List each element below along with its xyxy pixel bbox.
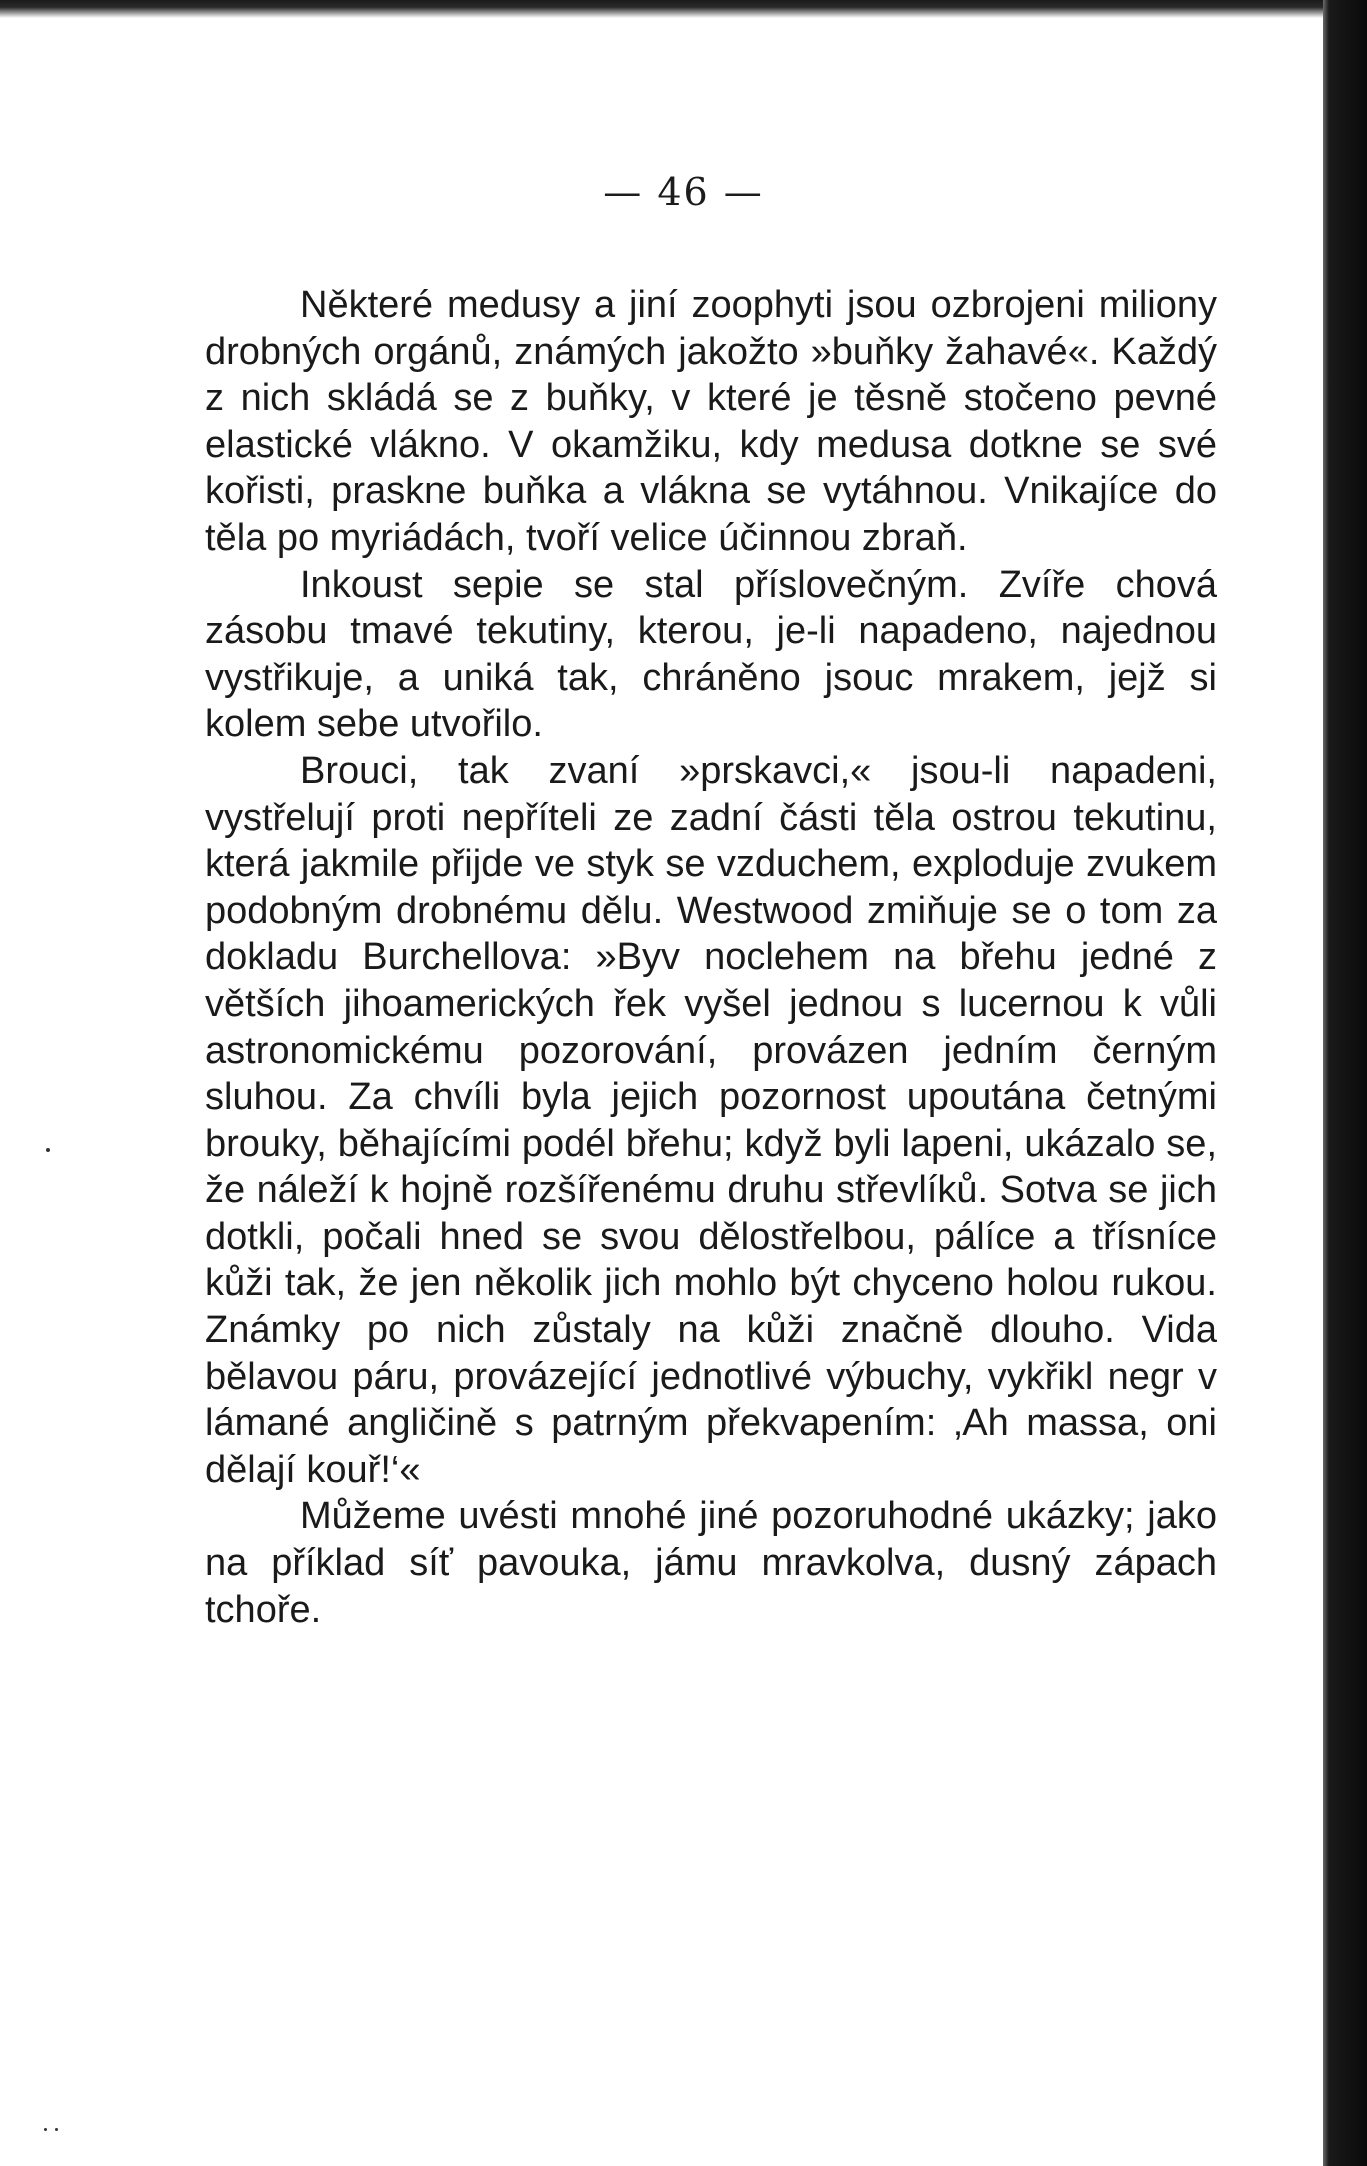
scan-speck — [55, 2128, 58, 2131]
scan-speck — [46, 1148, 50, 1152]
paragraph: Brouci, tak zvaní »prskavci,« jsou-li napadeni, vystřelují proti nepříteli ze zadní části těla ostrou tekutinu, která jakmile přijde ve styk se vzduchem, exploduje zvukem podobným drobnému dělu. Westwood zmiňuje se o tom za dokladu Burchellova: »Byv noclehem na břehu jedné z větších jihoamerických řek vyšel jednou s lucernou k vůli astronomickému pozorování, provázen jedním černým sluhou. Za chvíli byla jejich pozornost upoutána četnými brouky, běhajícími podél břehu; když byli lapeni, ukázalo se, že náleží k hojně rozšířenému druhu střevlíků. Sotva se jich dotkli, počali hned se svou dělostřelbou, pálíce a třísníce kůži tak, že jen několik jich mohlo být chyceno holou rukou. Známky po nich zůstaly na kůži značně dlouho. Vida bělavou páru, provázející jednotlivé výbuchy, vykřikl negr v lámané angličině s patrným překvapením: ‚Ah massa, oni dělají kouř!‘« — [205, 749, 1217, 1491]
scan-right-edge — [1323, 0, 1367, 2166]
scan-speck — [44, 2128, 47, 2131]
paragraph: Můžeme uvésti mnohé jiné pozoruhodné ukázky; jako na příklad síť pavouka, jámu mravkolva, dusný zápach tchoře. — [205, 1495, 1217, 1631]
paragraph: Některé medusy a jiní zoophyti jsou ozbrojeni miliony drobných orgánů, známých jakožto »buňky žahavé«. Každý z nich skládá se z buňky, v které je těsně stočeno pevné elastické vlákno. V okamžiku, kdy medusa dotkne se své kořisti, praskne buňka a vlákna se vytáhnou. Vnikajíce do těla po myriádách, tvoří velice účinnou zbraň. — [205, 284, 1217, 559]
paragraph: Inkoust sepie se stal příslovečným. Zvíře chová zásobu tmavé tekutiny, kterou, je-li napadeno, najednou vystřikuje, a uniká tak, chráněno jsouc mrakem, jejž si kolem sebe utvořilo. — [205, 563, 1217, 746]
body-text — [205, 282, 1217, 1633]
scan-top-edge — [0, 0, 1367, 18]
page-number: — 46 — — [603, 170, 764, 214]
